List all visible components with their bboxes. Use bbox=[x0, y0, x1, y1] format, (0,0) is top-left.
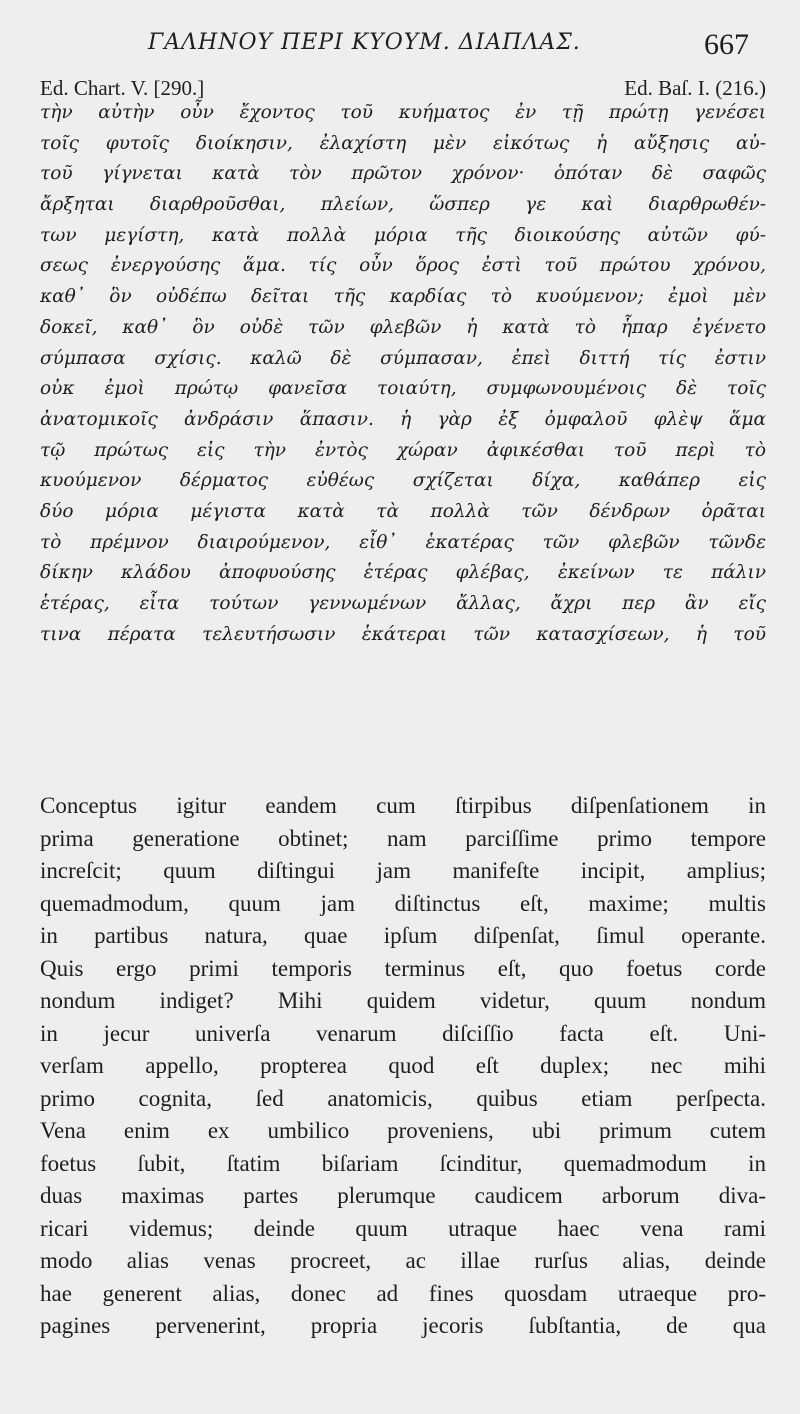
greek-text-line: ἑτέρας, εἶτα τούτων γεννωμένων ἄλλας, ἄχρι περ ἂν εἴς bbox=[40, 593, 766, 614]
latin-text-line: Quis ergo primi temporis terminus eſt, quo foetus corde bbox=[40, 955, 766, 981]
latin-text-line: in partibus natura, quae ipſum diſpenſat, ſimul operante. bbox=[40, 923, 766, 948]
greek-text-line: των μεγίστη, κατὰ πολλὰ μόρια τῆς διοικούσης αὐτῶν φύ- bbox=[40, 224, 766, 246]
edition-reference-basel: Ed. Baſ. I. (216.) bbox=[624, 76, 766, 100]
latin-text-line: quemadmodum, quum jam diſtinctus eſt, maxime; multis bbox=[40, 890, 766, 916]
latin-text-line: foetus ſubit, ſtatim biſariam ſcinditur, quemadmodum in bbox=[40, 1150, 766, 1176]
greek-text-line: τὴν αὐτὴν οὖν ἔχοντος τοῦ κυήματος ἐν τῇ πρώτῃ γενέσει bbox=[40, 102, 766, 123]
greek-text-line: κυούμενον δέρματος εὐθέως σχίζεται δίχα, καθάπερ εἰς bbox=[40, 470, 766, 492]
latin-text-line: Conceptus igitur eandem cum ſtirpibus diſpenſationem in bbox=[40, 793, 766, 818]
latin-text-line: hae generent alias, donec ad fines quosdam utraeque pro- bbox=[40, 1280, 766, 1306]
greek-text-line: δύο μόρια μέγιστα κατὰ τὰ πολλὰ τῶν δένδρων ὁρᾶται bbox=[40, 500, 766, 522]
latin-text-line: modo alias venas procreet, ac illae rurſus alias, deinde bbox=[40, 1248, 766, 1273]
latin-text-line: prima generatione obtinet; nam parciſſime primo tempore bbox=[40, 825, 766, 851]
greek-text-block bbox=[40, 98, 766, 650]
latin-text-line: verſam appello, propterea quod eſt duplex; nec mihi bbox=[40, 1053, 766, 1078]
latin-text-line: nondum indiget? Mihi quidem videtur, quum nondum bbox=[40, 988, 766, 1013]
latin-text-line: Vena enim ex umbilico proveniens, ubi primum cutem bbox=[40, 1118, 766, 1143]
greek-text-line: τῷ πρώτως εἰς τὴν ἐντὸς χώραν ἀφικέσθαι τοῦ περὶ τὸ bbox=[40, 439, 766, 461]
greek-text-line: καθ᾽ ὃν οὐδέπω δεῖται τῆς καρδίας τὸ κυούμενον; ἐμοὶ μὲν bbox=[40, 286, 766, 308]
greek-text-line: τοῦ γίγνεται κατὰ τὸν πρῶτον χρόνον· ὁπόταν δὲ σαφῶς bbox=[40, 163, 766, 185]
edition-reference-chartier: Ed. Chart. V. [290.] bbox=[40, 76, 205, 100]
latin-text-block bbox=[40, 790, 766, 1343]
greek-text-line: οὐκ ἐμοὶ πρώτῳ φανεῖσα τοιαύτη, συμφωνουμένοις δὲ τοῖς bbox=[40, 378, 766, 400]
greek-text-line: τινα πέρατα τελευτήσωσιν ἑκάτεραι τῶν κατασχίσεων, ἡ τοῦ bbox=[40, 623, 766, 645]
greek-text-line: δοκεῖ, καθ᾽ ὃν οὐδὲ τῶν φλεβῶν ἡ κατὰ τὸ ἧπαρ ἐγένετο bbox=[40, 316, 766, 338]
greek-text-line: δίκην κλάδου ἀποφυούσης ἑτέρας φλέβας, ἐκείνων τε πάλιν bbox=[40, 562, 766, 584]
latin-text-line: primo cognita, ſed anatomicis, quibus etiam perſpecta. bbox=[40, 1085, 766, 1111]
latin-text-line: ricari videmus; deinde quum utraque haec vena rami bbox=[40, 1215, 766, 1241]
greek-text-line: ἄρξηται διαρθροῦσθαι, πλείων, ὥσπερ γε καὶ διαρθρωθέν- bbox=[40, 194, 766, 216]
latin-text-line: duas maximas partes plerumque caudicem arborum diva- bbox=[40, 1183, 766, 1208]
latin-text-line: in jecur univerſa venarum diſciſſio facta eſt. Uni- bbox=[40, 1020, 766, 1046]
running-title: ΓΑΛΗΝΟΥ ΠΕΡΙ ΚΥΟΥΜ. ΔΙΑΠΛΑΣ. bbox=[148, 30, 581, 55]
greek-text-line: σύμπασα σχίσις. καλῶ δὲ σύμπασαν, ἐπεὶ διττή τίς ἐστιν bbox=[40, 347, 766, 369]
running-head bbox=[0, 30, 800, 60]
greek-text-line: τοῖς φυτοῖς διοίκησιν, ἐλαχίστη μὲν εἰκότως ἡ αὔξησις αὐ- bbox=[40, 132, 766, 154]
latin-text-line: pagines pervenerint, propria jecoris ſubſtantia, de qua bbox=[40, 1313, 766, 1338]
greek-text-line: σεως ἐνεργούσης ἅμα. τίς οὖν ὅρος ἐστὶ τοῦ πρώτου χρόνου, bbox=[40, 255, 766, 277]
greek-text-line: ἀνατομικοῖς ἀνδράσιν ἅπασιν. ἡ γὰρ ἐξ ὀμφαλοῦ φλὲψ ἅμα bbox=[40, 408, 766, 430]
latin-text-line: increſcit; quum diſtingui jam manifeſte incipit, amplius; bbox=[40, 858, 766, 883]
greek-text-line: τὸ πρέμνον διαιρούμενον, εἶθ᾽ ἑκατέρας τῶν φλεβῶν τῶνδε bbox=[40, 531, 766, 553]
page-number: 667 bbox=[704, 28, 749, 61]
